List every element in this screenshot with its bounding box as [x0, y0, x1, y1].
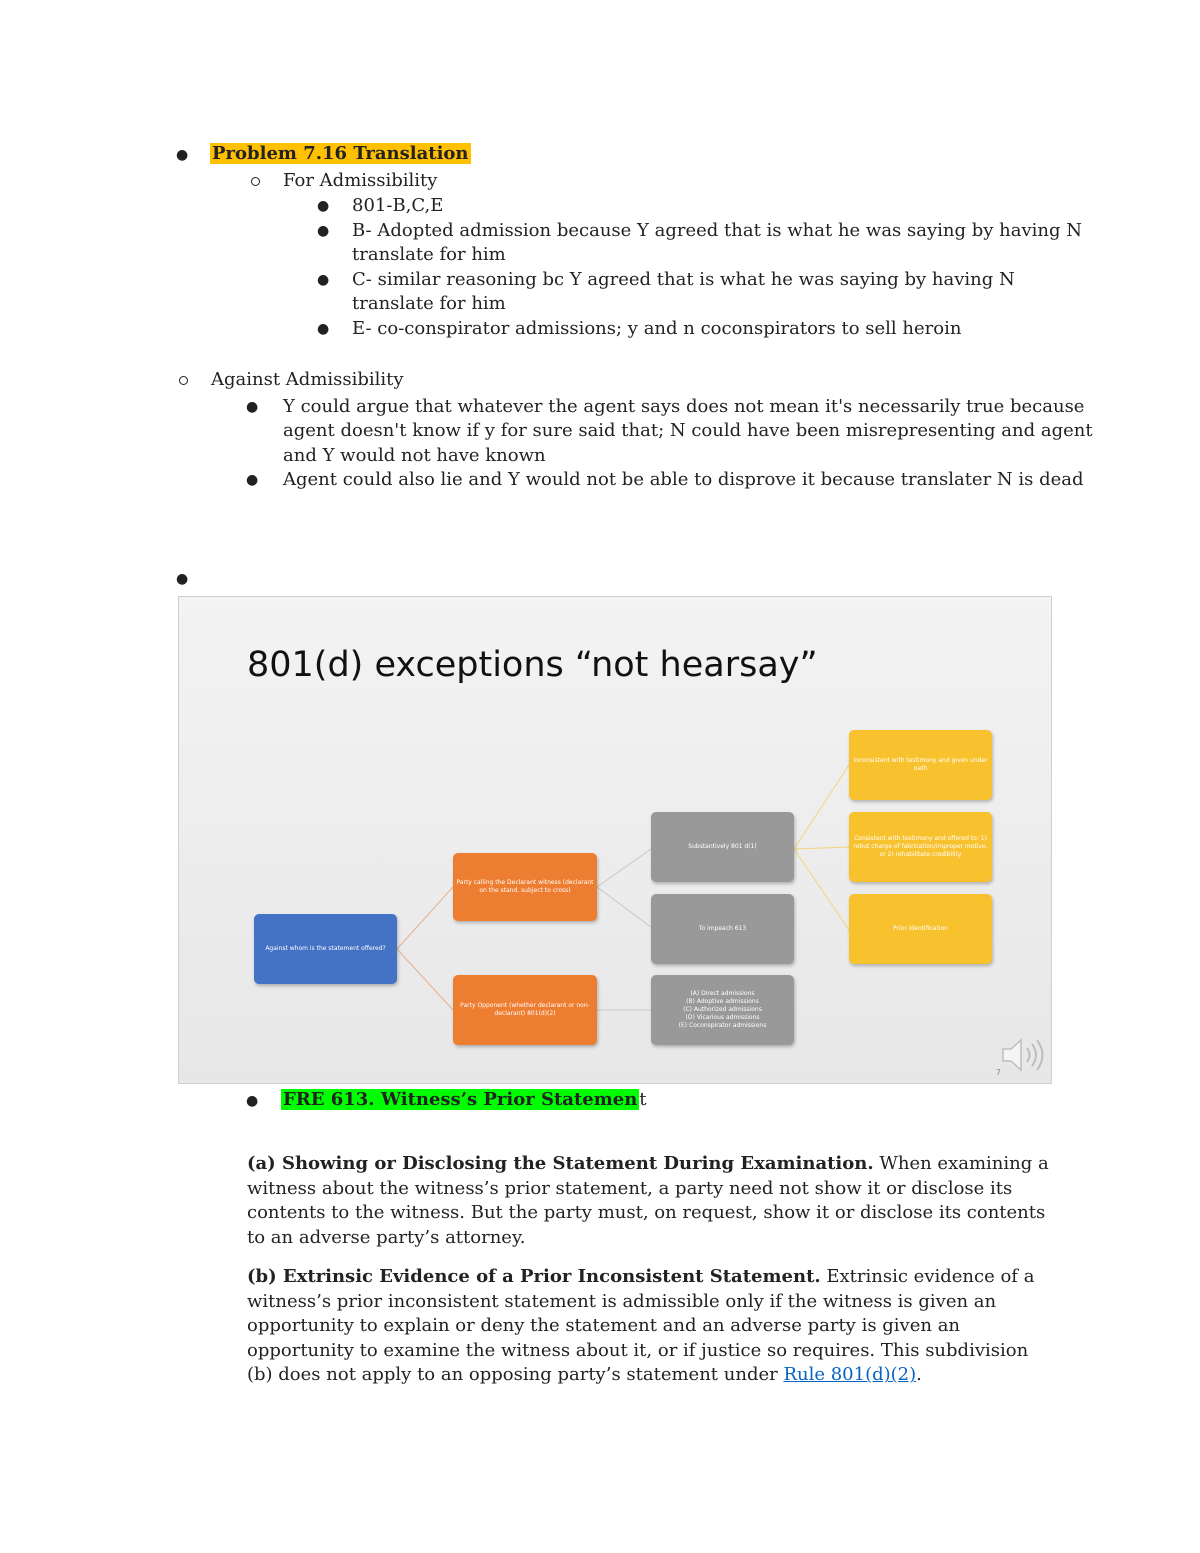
paragraph-a-heading: (a) Showing or Disclosing the Statement During Examination. — [247, 1153, 874, 1174]
paragraph-b-text: Extrinsic evidence of a witness’s prior inconsistent statement is admissible only if the witness is given an opportunity to explain or deny the statement and an adverse party is given an opportunity to examine the witness about it, or if justice so requires. This subdivision (b) does not apply to an opposing party’s statement under — [247, 1266, 1035, 1386]
for-item: B- Adopted admission because Y agreed that is what he was saying by having N — [352, 220, 1083, 241]
against-item: Y could argue that whatever the agent says does not mean it's necessarily true because — [283, 396, 1085, 417]
bullet-icon: ● — [317, 198, 330, 214]
prior-identification-box: Prior identification — [849, 894, 992, 964]
inconsistent-box: Inconsistent with testimony and given under oath — [849, 730, 992, 800]
paragraph-a-text: When examining a witness about the witness’s prior statement, a party need not show it or disclose its contents to the witness. But the party must, on request, show it or disclose its contents to an adverse party’s attorney. — [247, 1153, 1049, 1248]
against-item-cont: and Y would not have known — [283, 445, 546, 466]
admission-item: (C) Authorized admissions — [683, 1006, 762, 1013]
speaker-icon — [999, 1035, 1049, 1075]
against-item-cont: agent doesn't know if y for sure said that; N could have been misrepresenting and agent — [283, 420, 1093, 441]
against-admissibility-heading: Against Admissibility — [211, 369, 404, 390]
circle-bullet-icon — [251, 177, 260, 186]
bullet-icon: ● — [317, 272, 330, 288]
bullet-icon: ● — [246, 1093, 259, 1109]
for-item: C- similar reasoning bc Y agreed that is what he was saying by having N — [352, 269, 1015, 290]
bullet-icon: ● — [317, 321, 330, 337]
party-calling-box: Party calling the Declarant witness (declarant on the stand, subject to cross) — [453, 853, 597, 921]
paragraph-b: (b) Extrinsic Evidence of a Prior Inconsistent Statement. Extrinsic evidence of a witness’s prior inconsistent statement is admissible only if the witness is given an opportunity to explain or deny the statement and an adverse party is given an opportunity to examine the witness about it, or if justice so requires. This subdivision (b) does not apply to an opposing party’s statement under Rule 801(d)(2). — [247, 1266, 1035, 1386]
paragraph-a — [247, 1152, 1057, 1250]
rule-801-link[interactable]: Rule 801(d)(2) — [783, 1364, 917, 1386]
bullet-icon: ● — [246, 472, 259, 488]
admission-item: (B) Adoptive admissions — [686, 998, 759, 1005]
slide-page-number: 7 — [995, 1068, 1001, 1077]
fre-613-title: FRE 613. Witness’s Prior Statemen t — [283, 1089, 647, 1110]
bullet-icon: ● — [246, 399, 259, 415]
problem-title: Problem 7.16 Translation — [212, 143, 469, 164]
for-item-cont: translate for him — [352, 293, 506, 314]
admission-item: (A) Direct admissions — [690, 990, 755, 997]
impeach-box: To impeach 613 — [651, 894, 794, 964]
root-box: Against whom is the statement offered? — [254, 914, 397, 984]
party-opponent-box: Party Opponent (whether declarant or non-declarant) 801(d)(2) — [453, 975, 597, 1045]
against-item: Agent could also lie and Y would not be able to disprove it because translater N is dead — [283, 469, 1084, 490]
bullet-icon: ● — [317, 223, 330, 239]
for-item: E- co-conspirator admissions; y and n coconspirators to sell heroin — [352, 318, 962, 339]
slide-image — [178, 596, 1052, 1084]
bullet-icon: ● — [176, 147, 189, 163]
admission-item: (E) Coconspirator admissions — [678, 1022, 767, 1029]
paragraph-b-heading: (b) Extrinsic Evidence of a Prior Inconsistent Statement. — [247, 1266, 821, 1287]
for-item: 801-B,C,E — [352, 195, 444, 216]
bullet-icon: ● — [176, 571, 189, 587]
slide-title: 801(d) exceptions “not hearsay” — [247, 645, 818, 685]
consistent-box: Consistent with testimony and offered to: 1) rebut charge of fabrication/improper motive, or 2) rehabilitate credibility — [849, 812, 992, 882]
substantively-box: Substantively 801 d(1) — [651, 812, 794, 882]
for-admissibility-heading: For Admissibility — [283, 170, 438, 191]
circle-bullet-icon — [179, 376, 188, 385]
admission-item: (D) Vicarious admissions — [685, 1014, 760, 1021]
admissions-box — [651, 975, 794, 1045]
for-item-cont: translate for him — [352, 244, 506, 265]
